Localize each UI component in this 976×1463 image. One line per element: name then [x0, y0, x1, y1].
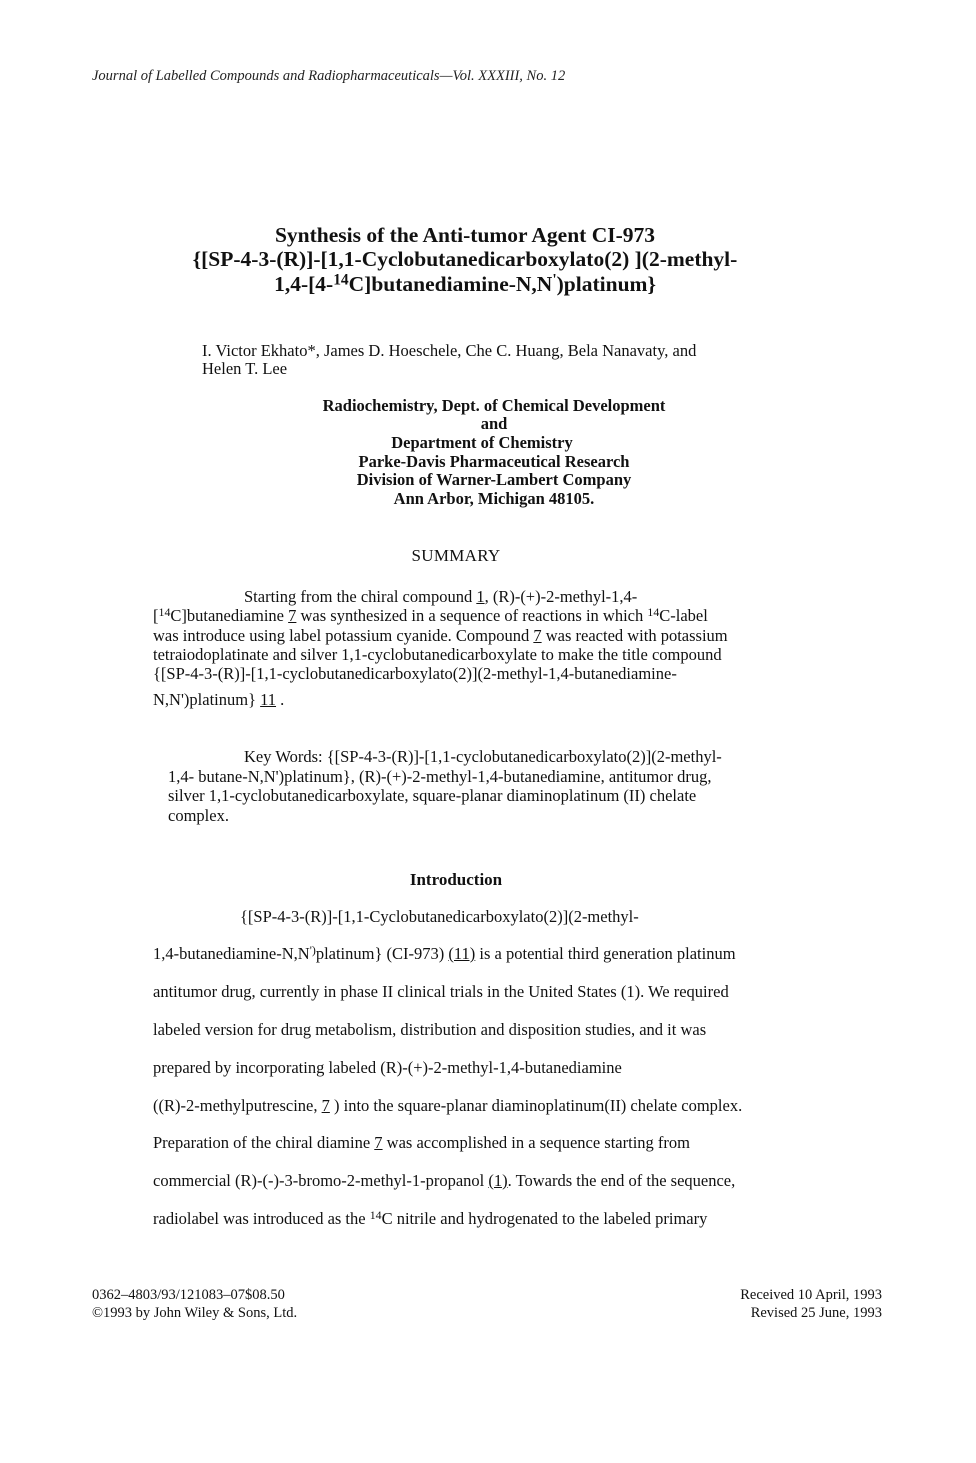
compound-ref: 7 — [533, 626, 542, 645]
summary-line: [$^{14}$C]butanediamine 7 was synthesized in a sequence of reactions in which $^{14}$C-label — [153, 605, 708, 625]
footer-copyright: ©1993 by John Wiley & Sons, Ltd. — [92, 1305, 298, 1321]
intro-line: antitumor drug, currently in phase II clinical trials in the United States (1). We required — [153, 982, 729, 1001]
keywords-line: silver 1,1-cyclobutanedicarboxylate, square-planar diaminoplatinum (II) chelate — [168, 786, 697, 805]
compound-ref: (1) — [488, 1171, 508, 1190]
introduction-heading: Introduction — [409, 870, 503, 889]
intro-line: ((R)-2-methylputrescine, 7 ) into the square-planar diaminoplatinum(II) chelate complex. — [153, 1096, 743, 1115]
keywords-line: complex. — [168, 806, 229, 825]
keywords-line: Key Words: {[SP-4-3-(R)]-[1,1-cyclobutanedicarboxylato(2)](2-methyl- — [244, 747, 722, 766]
intro-line: commercial (R)-(-)-3-bromo-2-methyl-1-propanol (1). Towards the end of the sequence, — [153, 1171, 736, 1190]
keywords-line: 1,4- butane-N,N')platinum}, (R)-(+)-2-methyl-1,4-butanediamine, antitumor drug, — [168, 767, 712, 786]
compound-ref: 11 — [260, 690, 277, 709]
intro-line: labeled version for drug metabolism, distribution and disposition studies, and it was — [153, 1020, 707, 1039]
summary-line: tetraiodoplatinate and silver 1,1-cyclobutanedicarboxylate to make the title compound — [153, 645, 722, 664]
affiliation-line: Parke-Davis Pharmaceutical Research — [358, 452, 630, 471]
intro-line: Preparation of the chiral diamine 7 was accomplished in a sequence starting from — [153, 1133, 690, 1152]
summary-line: {[SP-4-3-(R)]-[1,1-cyclobutanedicarboxylato(2)](2-methyl-1,4-butanediamine- — [153, 664, 677, 683]
summary-line: Starting from the chiral compound 1, (R)-(+)-2-methyl-1,4- — [244, 587, 638, 606]
affiliation-line: Radiochemistry, Dept. of Chemical Development — [322, 396, 666, 415]
affiliation-line: and — [480, 414, 508, 433]
authors-line-1: I. Victor Ekhato*, James D. Hoeschele, Che C. Huang, Bela Nanavaty, and — [202, 341, 697, 360]
footer-received: Received 10 April, 1993 — [740, 1287, 882, 1303]
title-line-1: Synthesis of the Anti-tumor Agent CI-973 — [274, 223, 656, 247]
compound-ref: 7 — [288, 606, 297, 625]
title-line-2: {[SP-4-3-(R)]-[1,1-Cyclobutanedicarboxylato(2) ](2-methyl- — [192, 247, 738, 271]
summary-line: was introduce using label potassium cyanide. Compound 7 was reacted with potassium — [153, 626, 728, 645]
intro-line: prepared by incorporating labeled (R)-(+)-2-methyl-1,4-butanediamine — [153, 1058, 622, 1077]
compound-ref: 1 — [476, 587, 485, 606]
title-line-3: 1,4-[4-$^{14}$C]butanediamine-N,N')platinum} — [274, 271, 656, 296]
affiliation-line: Division of Warner-Lambert Company — [356, 470, 632, 489]
authors-line-2: Helen T. Lee — [202, 359, 288, 378]
compound-ref: 7 — [321, 1096, 330, 1115]
footer-revised: Revised 25 June, 1993 — [750, 1305, 882, 1321]
footer-code: 0362–4803/93/121083–07$08.50 — [92, 1287, 285, 1303]
compound-ref: (11) — [448, 944, 476, 963]
summary-line: N,N')platinum} 11 . — [153, 690, 285, 709]
compound-ref: 7 — [374, 1133, 383, 1152]
affiliation-line: Ann Arbor, Michigan 48105. — [393, 489, 595, 508]
intro-line: {[SP-4-3-(R)]-[1,1-Cyclobutanedicarboxylato(2)](2-methyl- — [240, 907, 639, 926]
affiliation-line: Department of Chemistry — [391, 433, 573, 452]
journal-header: Journal of Labelled Compounds and Radiopharmaceuticals—Vol. XXXIII, No. 12 — [92, 68, 566, 84]
intro-line: radiolabel was introduced as the $^{14}$C nitrile and hydrogenated to the labeled primary — [153, 1208, 708, 1228]
intro-line: 1,4-butanediamine-N,N')platinum} (CI-973) (11) is a potential third generation platinum — [153, 943, 736, 963]
summary-heading: SUMMARY — [411, 546, 501, 565]
